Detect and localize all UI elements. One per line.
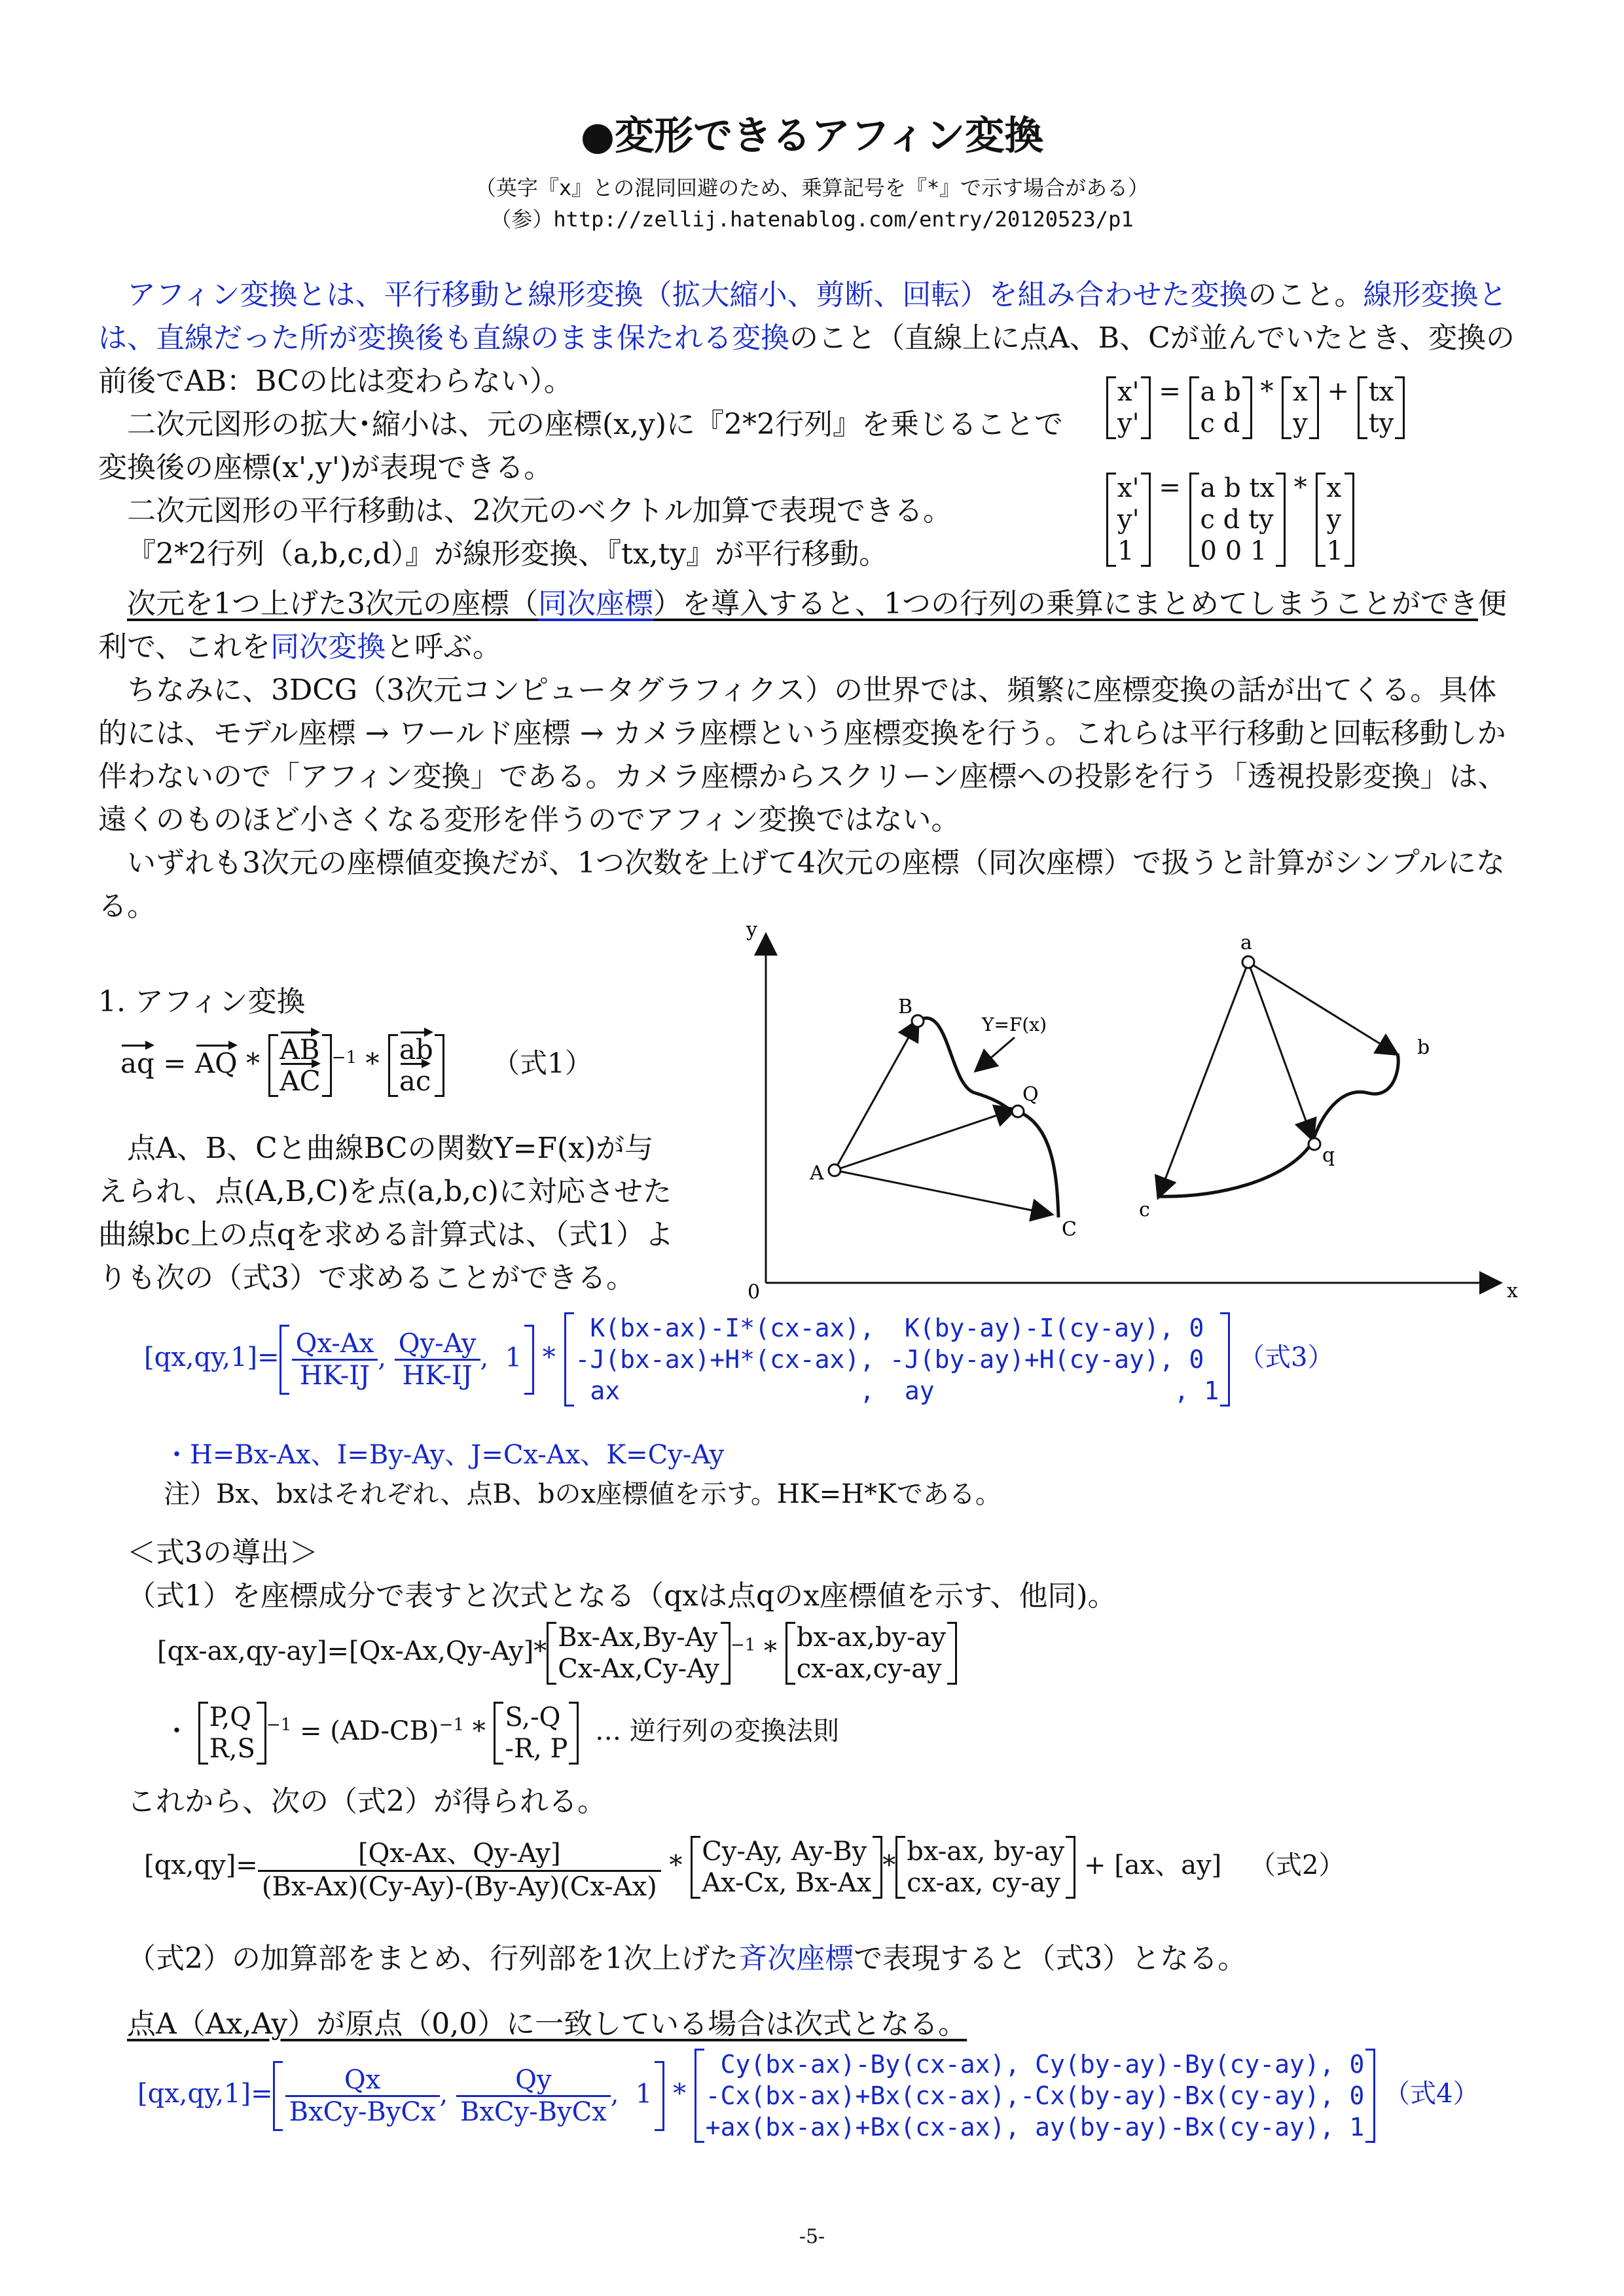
- x-axis-label: x: [1507, 1280, 1518, 1302]
- eq3-note: 注）Bx、bxはそれぞれ、点B、bのx座標値を示す。HK=H*Kである。: [164, 1479, 1001, 1509]
- func-label: Y=F(x): [982, 1014, 1047, 1035]
- point-C: C: [1062, 1218, 1077, 1241]
- eq1: aq = AQ * AB AC $^{-1}$ * ab ac （式1）: [120, 1033, 592, 1097]
- intro-text-2: のこと（直線上に点A、B、Cが並んでいたとき、変換の前後でAB：BCの比は変わらない）。: [98, 321, 1515, 398]
- section1-description: 点A、B、Cと曲線BCの関数Y=F(x)が与えられ、点(A,B,C)を点(a,b,c)に対応させた曲線bc上の点qを求める計算式は、（式1）よりも次の（式3）で求めることができる。: [98, 1132, 674, 1295]
- point-c: c: [1139, 1198, 1150, 1221]
- derivation-line1: （式1）を座標成分で表すと次式となる（qxは点qのx座標値を示す、他同)。: [127, 1579, 1117, 1613]
- affine-definition: アフィン変換とは、平行移動と線形変換（拡大縮小、剪断、回転）を組み合わせた変換: [127, 278, 1248, 312]
- homogeneous-transform-term: 同次変換: [270, 630, 386, 664]
- point-b: b: [1417, 1036, 1430, 1059]
- eq2-label: （式2）: [1249, 1850, 1345, 1880]
- matrix-abctxty: a b tx c d ty 0 0 1: [1189, 473, 1286, 567]
- eq3: [qx,qy,1]= $\frac{Qx-Ax}{HK-IJ}$ , $\frac{Qy-Ay}{HK-IJ}$ , 1 * K(bx-ax)-I*(cx-ax), K(by-ay)-I(cy-ay), 0 -J(bx-ax)+H*(cx-ax), -J(by-ay)+H(cy-ay), 0 ax , ay , 1 （式3）: [144, 1314, 1334, 1405]
- page-number: -5-: [799, 2225, 825, 2248]
- text-matrix-meaning: 『2*2行列（a,b,c,d）』が線形変換、『tx,ty』が平行移動。: [127, 537, 888, 571]
- point-a: a: [1240, 931, 1252, 954]
- y-axis-label: y: [746, 918, 757, 941]
- matrix-lhs-3: x' y' 1: [1106, 473, 1151, 567]
- derivation-line3: （式2）の加算部をまとめ、行列部を1次上げた斉次座標で表現すると（式3）となる。: [127, 1942, 1247, 1975]
- matrix-eq-2d: x' y' = a b c d * x y + tx ty: [1106, 376, 1405, 439]
- section-heading: 1. アフィン変換: [98, 985, 306, 1018]
- matrix-lhs: x' y': [1106, 376, 1151, 439]
- eq3-definitions: ・H=Bx-Ax、I=By-Ay、J=Cx-Ax、K=Cy-Ay: [164, 1440, 725, 1470]
- affine-diagram: [713, 916, 1538, 1309]
- matrix-t: tx ty: [1358, 376, 1405, 439]
- text-transformed: 変換後の座標(x',y')が表現できる。: [98, 451, 553, 484]
- eq-inverse: ・ P,Q R,S $^{-1} = (AD-CB)^{-1}$ * S,-Q -R, P … 逆行列の変換法則: [164, 1702, 839, 1764]
- eq1-label: （式1）: [492, 1047, 592, 1079]
- derivation-heading: ＜式3の導出＞: [127, 1536, 318, 1570]
- homogeneous-paragraph: 次元を1つ上げた3次元の座標（同次座標）を導入すると、1つの行列の乗算にまとめてしまうことができ便利で、これを同次変換と呼ぶ。: [98, 587, 1507, 664]
- curve-bc: [1159, 1054, 1398, 1196]
- 4d-paragraph: いずれも3次元の座標値変換だが、1つ次数を上げて4次元の座標（同次座標）で扱うと計算がシンプルになる。: [98, 846, 1506, 923]
- eq-component: [qx-ax,qy-ay]=[Qx-Ax,Qy-Ay]* Bx-Ax,By-Ay Cx-Ax,Cy-Ay $^{-1}$ * bx-ax,by-ay cx-ax,cy-ay: [157, 1622, 957, 1685]
- point-q: q: [1322, 1144, 1335, 1167]
- point-A: A: [810, 1162, 824, 1185]
- point-B: B: [898, 996, 913, 1018]
- text-translation: 二次元図形の平行移動は、2次元のベクトル加算で表現できる。: [127, 494, 952, 528]
- eq2: [qx,qy]= $\frac{[Qx-Ax、Qy-Ay]}{(Bx-Ax)(Cy-Ay)-(By-Ay)(Cx-Ax)}$ * Cy-Ay, Ay-By Ax-Cx, Bx-Ax * bx-ax, by-ay cx-ax, cy-ay + [ax、ay] （式2）: [144, 1833, 1344, 1902]
- origin-case-line: 点A（Ax,Ay）が原点（0,0）に一致している場合は次式となる。: [127, 2007, 967, 2041]
- 3dcg-paragraph: ちなみに、3DCG（3次元コンピュータグラフィクス）の世界では、頻繁に座標変換の話が出てくる。具体的には、モデル座標 → ワールド座標 → カメラ座標という座標変換を行う。これらは平行移動と回転移動しか伴わないので「アフィン変換」である。カメラ座標からスクリーン座標への投影を行う「透視投影変換」は、遠くのものほど小さくなる変形を伴うのでアフィン変換ではない。: [98, 673, 1507, 836]
- matrix-xy1: x y 1: [1316, 473, 1354, 567]
- point-Q: Q: [1022, 1083, 1039, 1106]
- matrix-eq-homogeneous: x' y' 1 = a b tx c d ty 0 0 1 * x y 1: [1106, 473, 1354, 567]
- reference-url: （参）http://zellij.hatenablog.com/entry/20120523/p1: [490, 207, 1134, 232]
- linear-definition: 線形変換とは、直線だった所が変換後も直線のまま保たれる変換: [98, 278, 1507, 355]
- derivation-line2: これから、次の（式2）が得られる。: [127, 1785, 606, 1818]
- homogeneous-term: 斉次座標: [738, 1942, 854, 1975]
- homogeneous-coords-term: 同次座標: [538, 587, 653, 620]
- matrix-xy: x y: [1282, 376, 1319, 439]
- text-scale: 二次元図形の拡大･縮小は、元の座標(x,y)に『2*2行列』を乗じることで: [127, 408, 1063, 441]
- page-title: ●変形できるアフィン変換: [580, 113, 1044, 159]
- eq3-label: （式3）: [1238, 1342, 1334, 1372]
- intro-text: のこと。: [1248, 278, 1363, 312]
- matrix-abcd: a b c d: [1189, 376, 1252, 439]
- origin-label: 0: [748, 1281, 761, 1304]
- eq4: [qx,qy,1]= $\frac{Qx}{\text{BxCy-ByCx}}$ , $\frac{Qy}{\text{BxCy-ByCx}}$ , 1 * Cy(bx-ax)-By(cx-ax), Cy(by-ay)-By(cy-ay), 0 -Cx(bx-ax)+Bx(cx-ax),-Cx(by-ay)-Bx(cy-ay), 0 +ax(bx-ax)+Bx(cx-ax), ay(by-ay)-Bx(cy-ay), 1 （式4）: [137, 2050, 1479, 2142]
- eq4-label: （式4）: [1384, 2079, 1479, 2109]
- note-multiplication: （英字『x』との混同回避のため、乗算記号を『*』で示す場合がある）: [475, 175, 1149, 200]
